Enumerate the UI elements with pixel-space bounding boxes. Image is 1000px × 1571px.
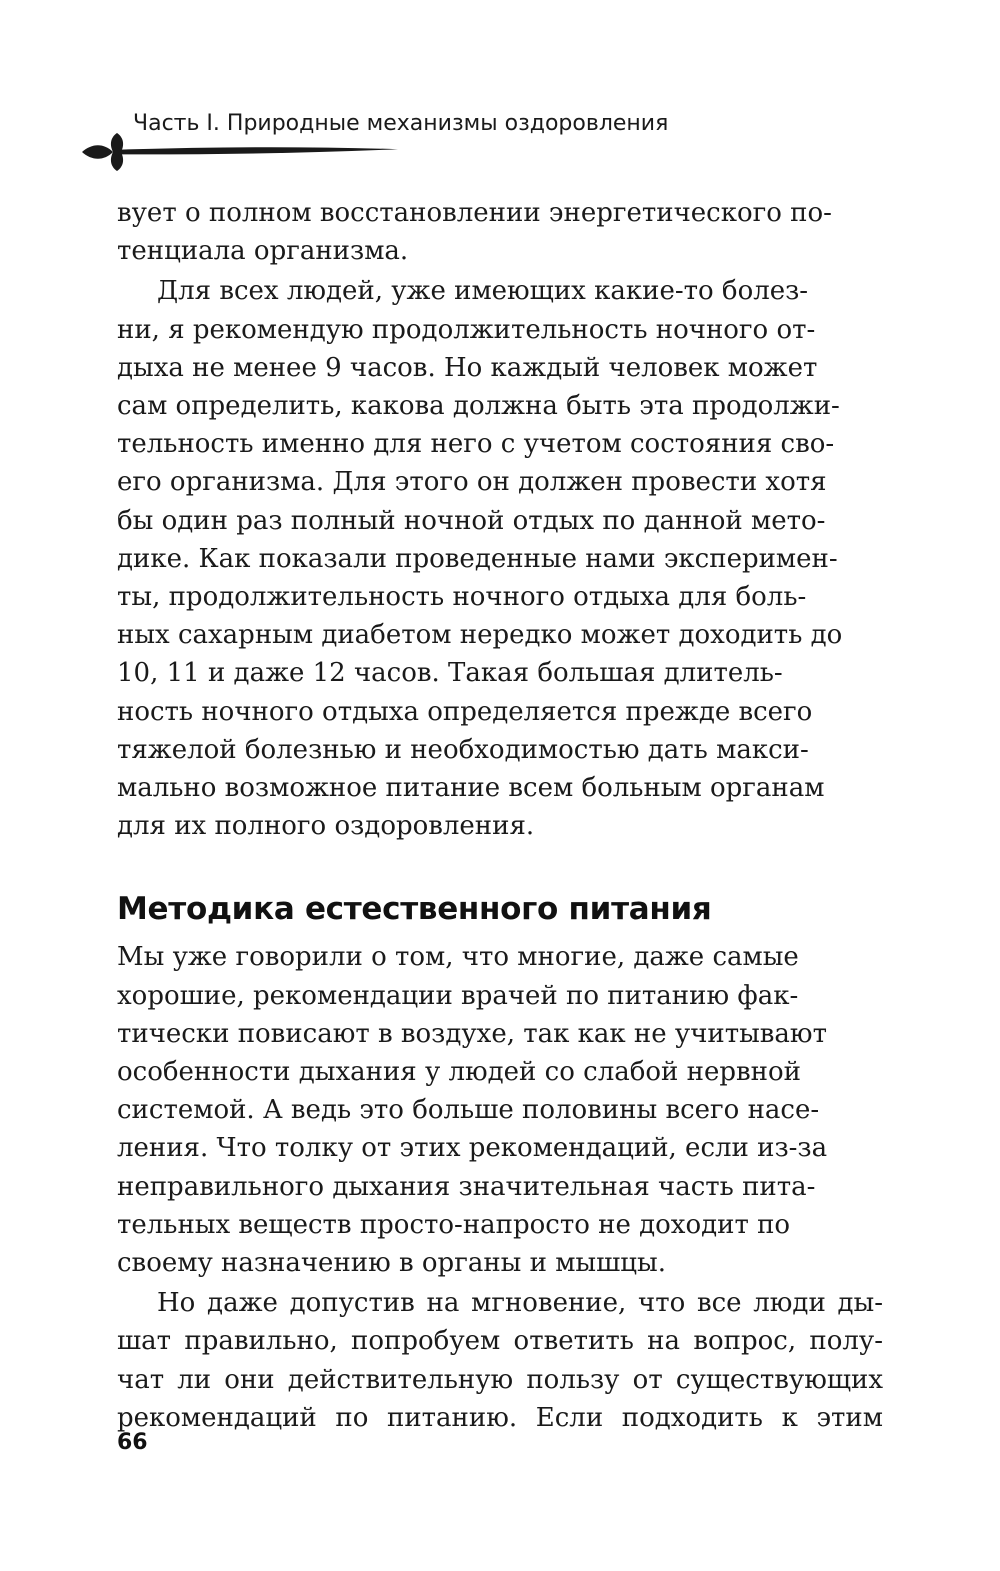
paragraph: Мы уже говорили о том, что многие, даже самые хорошие, рекомендации врачей по питанию фак- тически повисают в воздухе, так как не учитывают особенности дыхания у людей со слабой нервной системой. А ведь это больше половины всего насе- ления. Что толку от этих рекомендаций, если из-за неправильного дыхания значительная часть пита- тельных веществ просто-напросто не доходит по своему назначению в органы и мышцы.: [117, 942, 828, 1279]
paragraph-continued: вует о полном восстановлении энергетического по- тенциала организма.: [117, 198, 832, 267]
fleuron-ornament-icon: [80, 132, 410, 172]
page-number: 66: [117, 1430, 148, 1455]
page-body: [117, 194, 883, 1437]
running-head-title: Часть I. Природные механизмы оздоровления: [133, 111, 669, 136]
paragraph: Но даже допустив на мгновение, что все люди ды- шат правильно, попробуем ответить на вопрос, полу- чат ли они действительную пользу от существующих рекомендаций по питанию. Если подходить к этим: [117, 1288, 883, 1433]
section-heading: Методика естественного питания: [117, 891, 712, 928]
running-head: [80, 100, 680, 180]
paragraph: Для всех людей, уже имеющих какие-то болез- ни, я рекомендую продолжительность ночного от- дыха не менее 9 часов. Но каждый человек может сам определить, какова должна быть эта продолжи- тельность именно для него с учетом состояния сво- его организма. Для этого он должен провести хотя бы один раз полный ночной отдых по данной мето- дике. Как показали проведенные нами эксперимен- ты, продолжительность ночного отдыха для боль- ных сахарным диабетом нередко может доходить до 10, 11 и даже 12 часов. Такая большая длитель- ность ночного отдыха определяется прежде всего тяжелой болезнью и необходимостью дать макси- мально возможное питание всем больным органам для их полного оздоровления.: [117, 276, 843, 842]
